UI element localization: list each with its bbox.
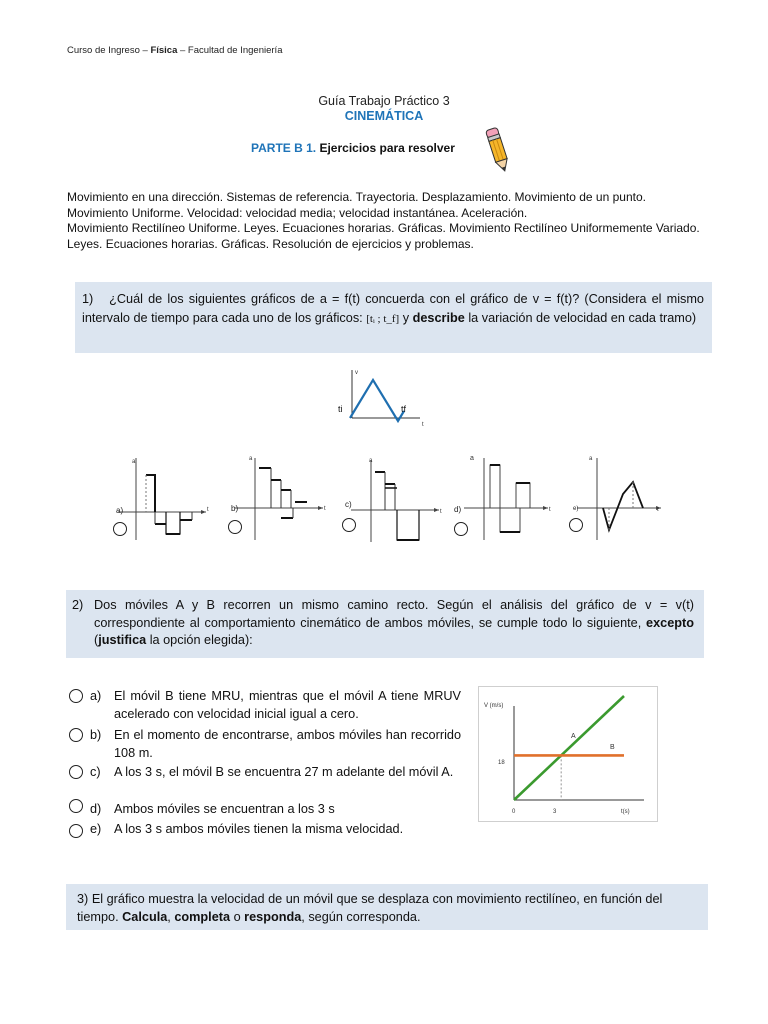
option-label: c) [90,765,101,779]
q1-bold: describe [412,310,465,325]
q1-text-c: la variación de velocidad en cada tramo) [468,310,697,325]
radio-graph-e[interactable] [569,518,583,532]
option-label: a) [90,689,102,703]
part-text: Ejercicios para resolver [319,141,455,155]
tf-label: tf [401,404,407,414]
axis-x-label: t [324,506,326,512]
series-a-label: A [571,733,576,740]
q3-bold-completa: completa [174,909,231,924]
y-axis-label: V (m/s) [484,703,504,709]
intro-line: Movimiento Rectilíneo Uniforme. Leyes. Ecuaciones horarias. Gráficas. Movimiento Rectilíneo Uniformemente Variado. Leyes. Ecuaciones horarias. Gráficas. Resolución de ejercicios y problemas. [67,221,700,251]
option-label: e) [90,822,102,836]
axis-x-label: t [207,507,209,513]
q3-text-a: El gráfico muestra la velocidad de un móvil que se desplaza con movimiento rectilíneo, en función del tiempo. [77,892,663,924]
option-e[interactable] [69,821,461,839]
q3-sep: o [233,909,241,924]
radio-option-e[interactable] [69,824,83,838]
q2-text-a: Dos móviles A y B recorren un mismo camino recto. Según el análisis del gráfico de v = v(t) correspondiente al comportamiento cinemático de ambos móviles, se cumple todo lo siguiente, [94,598,694,630]
option-c[interactable] [69,764,461,800]
option-text: A los 3 s ambos móviles tienen la misma velocidad. [114,822,404,836]
q2-bold-excepto: excepto [646,615,694,630]
course-header [67,45,282,56]
q2-paren: ( [94,633,99,647]
radio-option-d[interactable] [69,799,83,813]
radio-option-a[interactable] [69,689,83,703]
q3-text-b: , según corresponda. [301,909,421,924]
header-subject: Física [150,45,178,56]
velocity-time-chart [478,686,658,822]
axis-x-label: t [657,507,659,513]
accel-graph-c [339,452,447,547]
part-heading [251,141,455,155]
option-text: A los 3 s, el móvil B se encuentra 27 m adelante del móvil A. [114,765,454,779]
graph-label: d) [454,505,462,514]
graph-label: e) [573,506,579,512]
q3-sep: , [167,909,171,924]
intro-line: Movimiento en una dirección. Sistemas de referencia. Trayectoria. Desplazamiento. Movimiento de un punto. [67,190,646,204]
intro-line: Movimiento Uniforme. Velocidad: velocidad media; velocidad instantánea. Aceleración. [67,205,528,220]
axis-y-label: a [369,458,373,464]
q3-bold-responda: responda [244,909,302,924]
radio-graph-a[interactable] [113,522,127,536]
option-b[interactable] [69,727,461,763]
q2-text-b: la opción elegida): [149,633,253,647]
y-tick-18: 18 [498,760,505,766]
axis-y-label: a [249,456,253,462]
q3-bold-calcula: Calcula [122,909,168,924]
q1-text-b: y [402,310,410,325]
topic-title: CINEMÁTICA [344,109,424,123]
axis-x-label: t [549,507,551,513]
x-tick-0: 0 [512,809,516,815]
option-d[interactable] [69,801,461,819]
option-text: El móvil B tiene MRU, mientras que el móvil A tiene MRUV acelerado con velocidad inicial igual a cero. [114,689,461,721]
option-text: En el momento de encontrarse, ambos móviles han recorrido 108 m. [114,728,461,760]
pencil-icon [480,124,516,176]
q2-bold-justifica: justifica [98,633,147,647]
radio-option-c[interactable] [69,765,83,779]
question-3-text [77,891,697,926]
question-1-text [82,290,704,328]
question-number: 2) [72,598,84,612]
radio-graph-c[interactable] [342,518,356,532]
option-label: b) [90,728,102,742]
graph-label: b) [231,504,239,513]
question-2-text [72,597,694,650]
question-number: 1) [82,292,94,306]
question-number: 3) [77,892,89,906]
x-tick-3: 3 [553,809,557,815]
part-label: PARTE B 1. [251,141,317,155]
q1-interval: [tᵢ ; t_f] [366,312,400,325]
velocity-line [350,380,404,421]
option-text: Ambos móviles se encuentran a los 3 s [114,802,335,816]
axis-y-label: a [132,459,136,465]
header-prefix: Curso de Ingreso – [67,45,151,56]
axis-y-label: a [470,455,474,462]
radio-graph-b[interactable] [228,520,242,534]
x-axis-label: t(s) [621,809,630,815]
axis-y-label: a [589,456,593,462]
graph-label: a) [116,506,124,515]
radio-graph-d[interactable] [454,522,468,536]
chart-frame [479,687,658,822]
option-label: d) [90,802,102,816]
header-suffix: – Facultad de Ingeniería [177,45,283,56]
topics-intro [67,190,707,252]
ti-label: ti [338,404,343,414]
q1-text-a: ¿Cuál de los siguientes gráficos de a = f(t) concuerda con el gráfico de v = f(t)? (Considera el mismo intervalo de tiempo para cada uno de los gráficos: [82,292,704,325]
guide-title: Guía Trabajo Práctico 3 [318,94,450,108]
radio-option-b[interactable] [69,728,83,742]
option-a[interactable] [69,688,461,724]
t-axis-label: t [422,422,424,428]
axis-x-label: t [440,509,442,515]
velocity-graph [336,366,432,432]
series-b-label: B [610,744,615,751]
v-axis-label: v [355,370,358,376]
accel-graph-e [565,450,673,545]
graph-label: c) [345,500,352,509]
